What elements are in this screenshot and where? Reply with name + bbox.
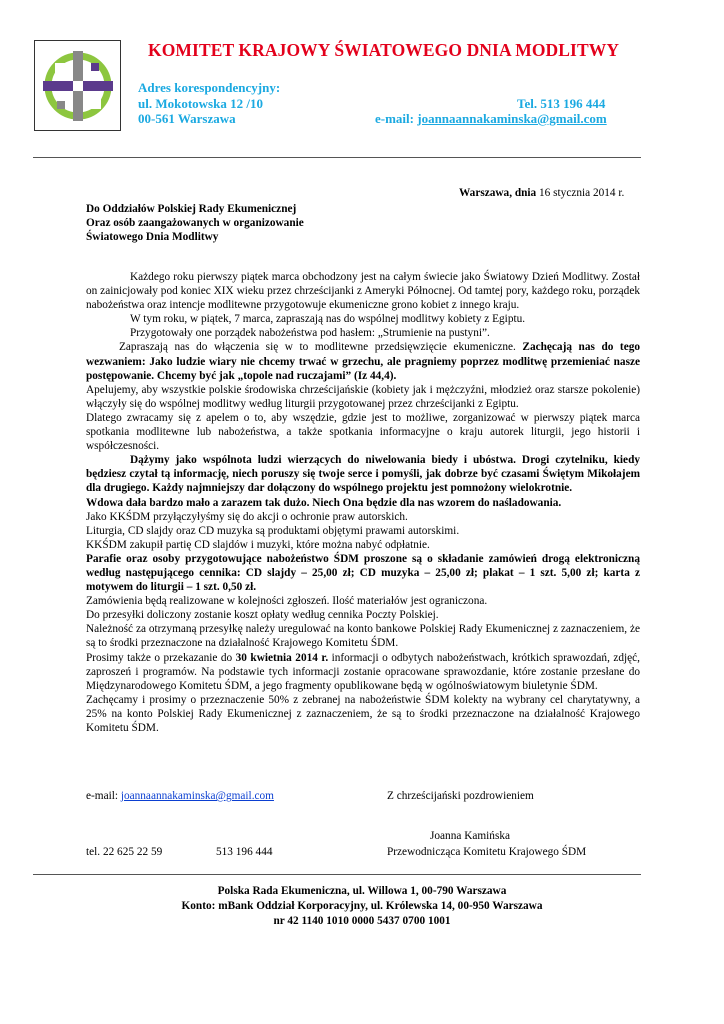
paragraph-pricelist: Parafie oraz osoby przygotowujące nabożeństwo ŚDM proszone są o składanie zamówień drogą elektroniczną według następującego cennika: CD slajdy – 25,00 zł; CD muzyka – 25,00 zł; plakat – 1 szt. 5,00 zł; karta z motywem do liturgii – 1 szt. 0,50 zł. <box>86 552 640 594</box>
recipient-line-3: Światowego Dnia Modlitwy <box>86 231 219 243</box>
paragraph-copyright-3: KKŚDM zakupił partię CD slajdów i muzyki, które można nabyć odpłatnie. <box>86 538 430 551</box>
date-place: Warszawa, dnia <box>459 187 537 199</box>
signer-name: Joanna Kamińska <box>430 830 510 842</box>
paragraph-intro: Każdego roku pierwszy piątek marca obchodzony jest na całym świecie jako Światowy Dzień Modlitwy. Został on zainicjowały pod koniec XIX wieku przez chrześcijanki z Ameryki Północnej. Od tamtej pory, każdego roku, porządek nabożeństwa oraz intencje modlitewne przygotowuje ekumeniczne grono kobiet z innego kraju. <box>86 271 640 312</box>
signature-email <box>86 789 274 803</box>
paragraph-orders: Zamówienia będą realizowane w kolejności zgłoszeń. Ilość materiałów jest ograniczona. <box>86 595 488 608</box>
invitation-text: Zapraszają nas do włączenia się w to modlitewne przedsięwzięcie ekumeniczne. <box>119 341 523 354</box>
recipient-line-1: Do Oddziałów Polskiej Rady Ekumenicznej <box>86 203 297 215</box>
paragraph-copyright-2: Liturgia, CD slajdy oraz CD muzyka są produktami objętymi prawami autorskimi. <box>86 524 460 537</box>
recipient-line-2: Oraz osób zaangażowanych w organizowanie <box>86 217 304 229</box>
footer-divider <box>33 874 641 875</box>
signature-email-link[interactable]: joannaannakaminska@gmail.com <box>120 790 274 802</box>
header-divider <box>33 157 641 158</box>
paragraph-appeal: Apelujemy, aby wszystkie polskie środowiska chrześcijańskie (kobiety jak i mężczyźni, młodzież oraz starsze pokolenie) włączyły się do wspólnej modlitwy według liturgii przygotowanej przez chrześcijanki z Egiptu. <box>86 383 640 410</box>
date-value: 16 stycznia 2014 r. <box>536 187 625 199</box>
paragraph-collection: Zachęcamy i prosimy o przeznaczenie 50% z zebranej na nabożeństwie ŚDM kolekty na wybrany cel charytatywny, a 25% na konto Polskiej Rady Ekumenicznej z zaznaczeniem, że są to środki przeznaczone na działalność Krajowego Komitetu ŚDM. <box>86 693 640 734</box>
address-street: ul. Mokotowska 12 /10 <box>138 96 263 111</box>
reports-text-a: Prosimy także o przekazanie do <box>86 651 236 664</box>
header-email-link[interactable]: joannaannakaminska@gmail.com <box>417 111 607 126</box>
paragraph-copyright-1: Jako KKŚDM przyłączyłyśmy się do akcji o ochronie praw autorskich. <box>86 510 408 523</box>
ecumenical-cross-logo-icon <box>37 45 119 127</box>
logo-frame <box>34 40 121 131</box>
paragraph-motto: Przygotowały one porządek nabożeństwa pod hasłem: „Strumienie na pustyni”. <box>130 327 490 340</box>
paragraph-widow: Wdowa dała bardzo mało a zarazem tak dużo. Niech Ona będzie dla nas wzorem do naśladowania. <box>86 496 562 509</box>
footer-line-3: nr 42 1140 1010 0000 5437 0700 1001 <box>273 915 451 927</box>
signature-email-label: e-mail: <box>86 790 121 802</box>
paragraph-postage: Do przesyłki doliczony zostanie koszt opłaty według cennika Poczty Polskiej. <box>86 609 439 622</box>
paragraph-payment: Należność za otrzymaną przesyłkę należy uregulować na konto bankowe Polskiej Rady Ekumenicznej z zaznaczeniem, że są to środki przeznaczone na działalność Krajowego Komitetu ŚDM. <box>86 623 640 650</box>
address-city: 00-561 Warszawa <box>138 111 236 126</box>
paragraph-organize: Dlatego zwracamy się z apelem o to, aby wszędzie, gdzie jest to możliwe, zorganizować w pierwszy piątek marca spotkania modlitewne lub nabożeństwa, a także spotkania informacyjne o kraju autorek liturgii, jego historii i współczesności. <box>86 411 640 453</box>
reports-text-b: informacji o odbytych nabożeństwach, krótkich sprawozdań, zdjęć, zaproszeń i programów. Na podstawie tych informacji zostanie opracowane sprawozdanie, które zostanie przesłane do Międzynarodowego Komitetu ŚDM, a jego fragmenty opublikowane będą w ogólnoświatowym biuletynie ŚDM. <box>86 651 641 692</box>
signer-role: Przewodnicząca Komitetu Krajowego ŚDM <box>387 846 587 858</box>
header-email-label: e-mail: <box>375 111 418 126</box>
header-email <box>375 111 607 127</box>
signature-tel: tel. 22 625 22 59 <box>86 846 163 858</box>
invitation-bold-text: Zachęcają nas do tego wezwaniem: Jako ludzie wiary nie chcemy trwać w grzechu, ale pragniemy poprzez modlitwę przemieniać nasze postępowanie. Chcemy być jak „topole nad ruczajami” (Iz 44,4). <box>86 341 641 382</box>
address-label: Adres korespondencyjny: <box>138 80 281 95</box>
header-phone: Tel. 513 196 444 <box>517 96 606 111</box>
letter-body <box>86 270 640 735</box>
paragraph-egypt: W tym roku, w piątek, 7 marca, zapraszają nas do wspólnej modlitwy kobiety z Egiptu. <box>130 313 526 326</box>
paragraph-invitation <box>86 340 640 382</box>
signature-mobile: 513 196 444 <box>216 846 273 858</box>
greeting: Z chrześcijański pozdrowieniem <box>387 790 534 802</box>
footer-line-1: Polska Rada Ekumeniczna, ul. Willowa 1, 00-790 Warszawa <box>217 885 507 897</box>
paragraph-reports <box>86 651 640 693</box>
reports-deadline: 30 kwietnia 2014 r. <box>235 651 329 664</box>
footer-line-2: Konto: mBank Oddział Korporacyjny, ul. Królewska 14, 00-950 Warszawa <box>181 900 543 912</box>
committee-title: KOMITET KRAJOWY ŚWIATOWEGO DNIA MODLITWY <box>148 40 620 60</box>
paragraph-charity: Dążymy jako wspólnota ludzi wierzących do niwelowania biedy i ubóstwa. Drogi czytelniku, kiedy będziesz czytał tą informację, niech poruszy się twoje serce i pomyśli, jak dobrze być czasami Świętym Mikołajem dla drugiego. Każdy najmniejszy dar dołączony do wspólnego projektu jest pomnożony wielokrotnie. <box>86 454 640 495</box>
date-line <box>459 186 624 200</box>
